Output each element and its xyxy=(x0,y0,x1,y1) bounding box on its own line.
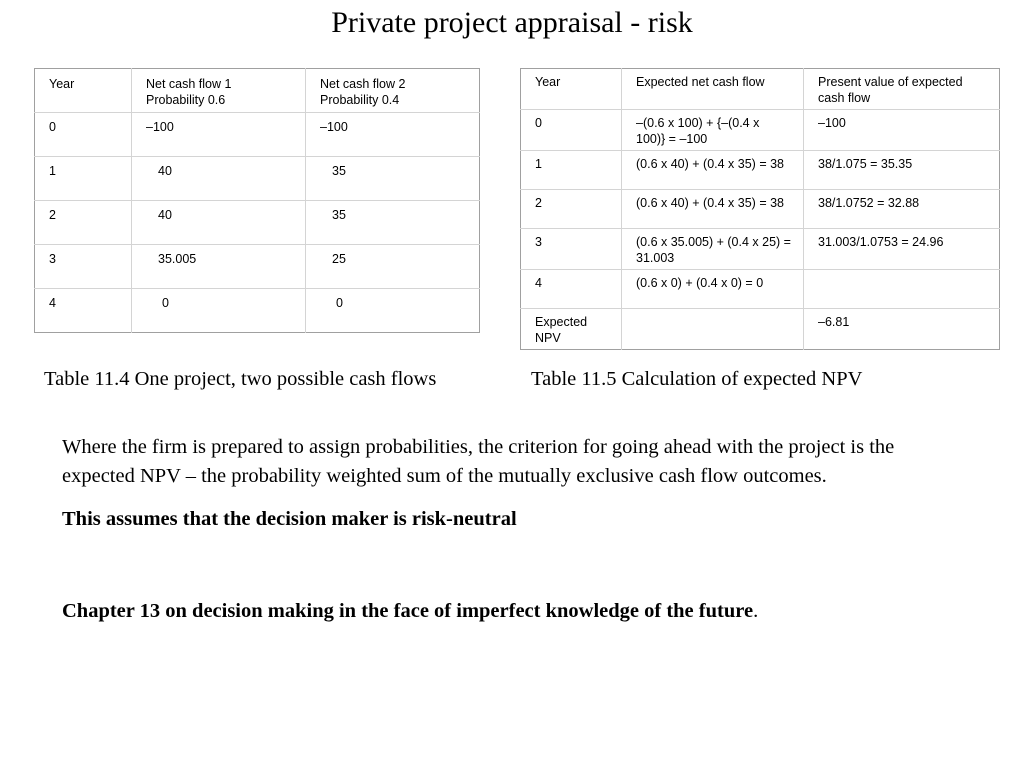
table-caption: Table 11.5 Calculation of expected NPV xyxy=(531,368,863,390)
expected-cash-flow-cell: (0.6 x 35.005) + (0.4 x 25) = 31.003 xyxy=(622,229,804,270)
table-row xyxy=(521,229,1000,270)
table-row xyxy=(521,270,1000,309)
table-row xyxy=(35,245,480,289)
column-header: Net cash flow 1 Probability 0.6 xyxy=(132,69,306,113)
year-cell: Expected NPV xyxy=(521,309,622,350)
present-value-cell: 31.003/1.0753 = 24.96 xyxy=(804,229,1000,270)
column-header: Year xyxy=(535,75,561,89)
cash-flow-2-cell: –100 xyxy=(306,113,480,157)
cash-flow-1-cell: 0 xyxy=(132,289,306,333)
present-value-cell: –6.81 xyxy=(804,309,1000,350)
column-header: Net cash flow 2 Probability 0.4 xyxy=(306,69,480,113)
cash-flow-2-cell: 35 xyxy=(306,201,480,245)
chapter-reference-period: . xyxy=(753,600,759,622)
year-cell: 0 xyxy=(521,110,622,151)
chapter-reference xyxy=(62,597,972,626)
year-cell: 3 xyxy=(521,229,622,270)
expected-npv-table xyxy=(520,68,1000,350)
table-row xyxy=(35,201,480,245)
chapter-reference-text: Chapter 13 on decision making in the face of imperfect knowledge of the future xyxy=(62,600,754,622)
year-cell: 1 xyxy=(35,157,132,201)
column-header: Year xyxy=(49,77,75,91)
slide-title: Private project appraisal - risk xyxy=(331,6,693,39)
present-value-cell: 38/1.075 = 35.35 xyxy=(804,151,1000,190)
present-value-cell xyxy=(804,270,1000,309)
year-cell: 4 xyxy=(521,270,622,309)
table-row xyxy=(521,309,1000,350)
cash-flow-1-cell: 35.005 xyxy=(132,245,306,289)
table-row xyxy=(35,289,480,333)
table-row xyxy=(35,113,480,157)
cash-flow-2-cell: 35 xyxy=(306,157,480,201)
cash-flow-2-cell: 25 xyxy=(306,245,480,289)
year-cell: 4 xyxy=(35,289,132,333)
table-caption: Table 11.4 One project, two possible cash flows xyxy=(44,368,437,390)
year-cell: 0 xyxy=(35,113,132,157)
table-row xyxy=(521,190,1000,229)
table-row xyxy=(35,157,480,201)
expected-cash-flow-cell: (0.6 x 0) + (0.4 x 0) = 0 xyxy=(622,270,804,309)
table-header-row xyxy=(521,69,1000,110)
table-header-row xyxy=(35,69,480,113)
emphasis-paragraph: This assumes that the decision maker is risk-neutral xyxy=(62,508,517,530)
cash-flows-table xyxy=(34,68,480,333)
body-paragraph: Where the firm is prepared to assign probabilities, the criterion for going ahead with the project is the expected NPV – the probability weighted sum of the mutually exclusive cash flow outcomes. xyxy=(62,436,895,487)
cash-flow-1-cell: 40 xyxy=(132,201,306,245)
table-row xyxy=(521,151,1000,190)
expected-cash-flow-cell: (0.6 x 40) + (0.4 x 35) = 38 xyxy=(622,151,804,190)
year-cell: 2 xyxy=(521,190,622,229)
table-row xyxy=(521,110,1000,151)
year-cell: 1 xyxy=(521,151,622,190)
year-cell: 3 xyxy=(35,245,132,289)
cash-flow-1-cell: –100 xyxy=(132,113,306,157)
expected-cash-flow-cell: –(0.6 x 100) + {–(0.4 x 100)} = –100 xyxy=(622,110,804,151)
year-cell: 2 xyxy=(35,201,132,245)
cash-flow-1-cell: 40 xyxy=(132,157,306,201)
column-header: Expected net cash flow xyxy=(622,69,804,110)
present-value-cell: 38/1.0752 = 32.88 xyxy=(804,190,1000,229)
expected-cash-flow-cell: (0.6 x 40) + (0.4 x 35) = 38 xyxy=(622,190,804,229)
present-value-cell: –100 xyxy=(804,110,1000,151)
cash-flow-2-cell: 0 xyxy=(306,289,480,333)
expected-cash-flow-cell xyxy=(622,309,804,350)
column-header: Present value of expected cash flow xyxy=(804,69,1000,110)
